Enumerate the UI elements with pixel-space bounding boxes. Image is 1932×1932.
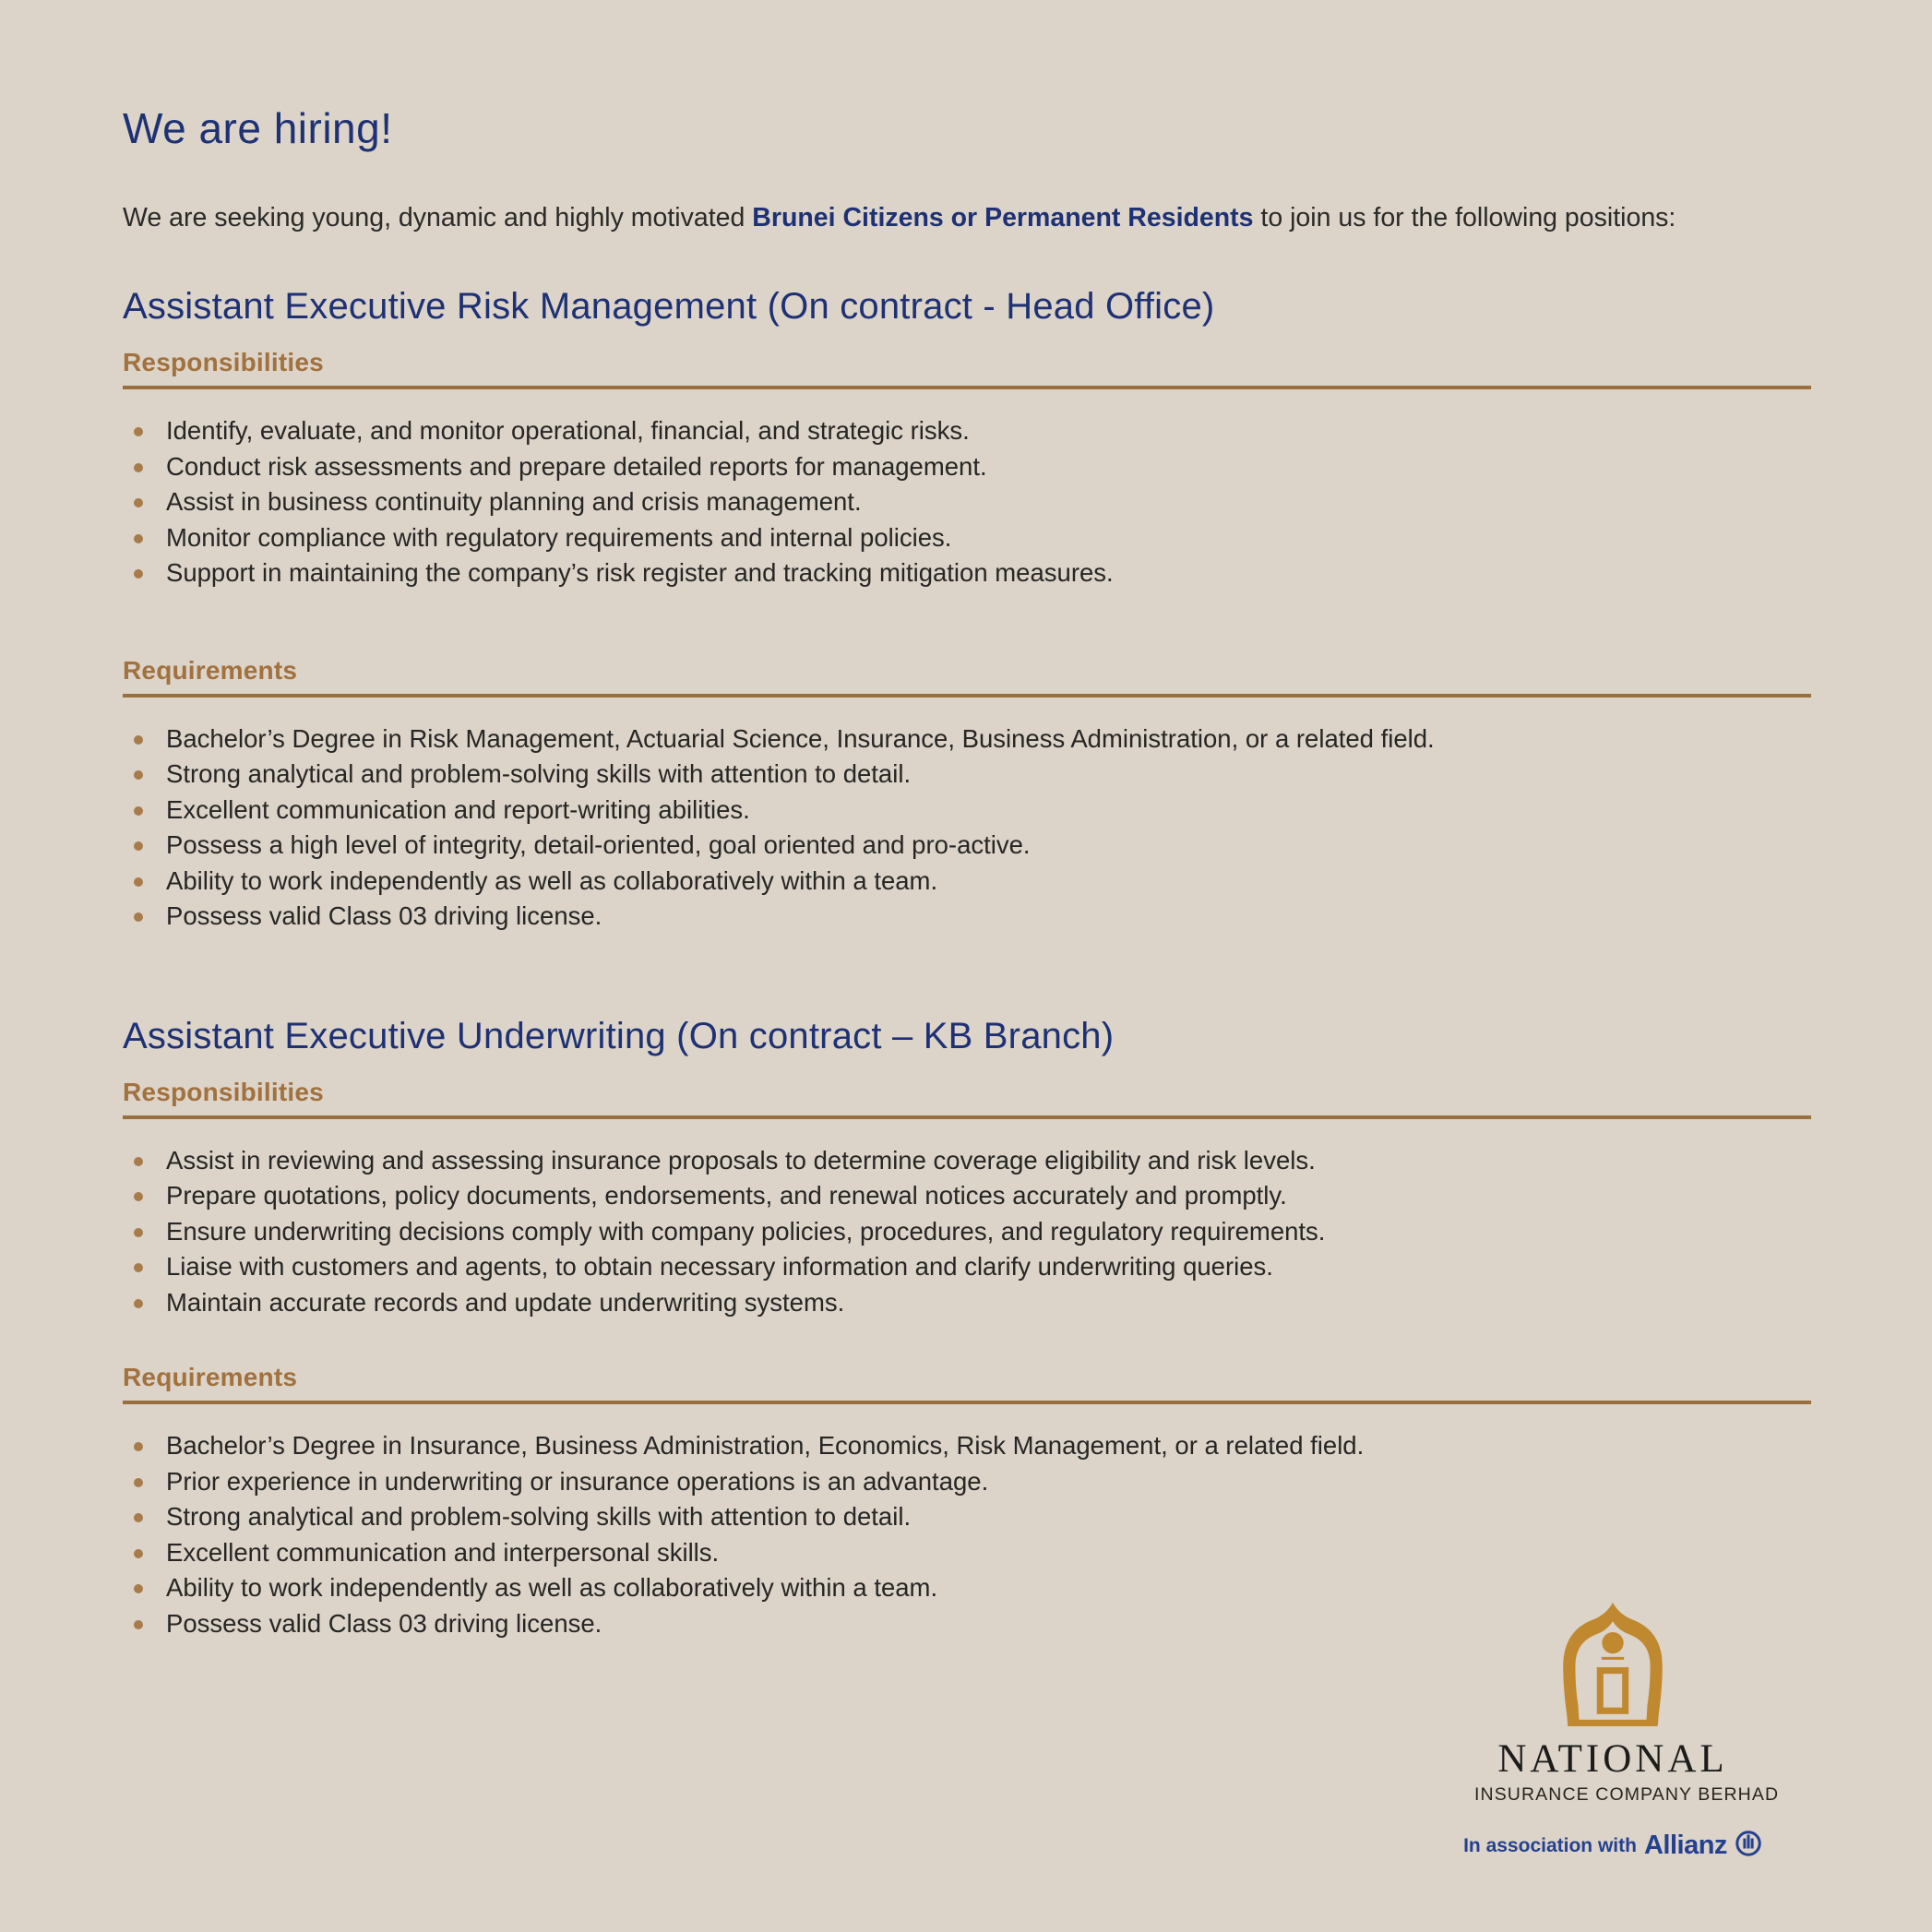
list-item: Prepare quotations, policy documents, endorsements, and renewal notices accurately and promptly.	[123, 1178, 1811, 1214]
responsibilities-label: Responsibilities	[123, 348, 1811, 389]
list-item: Assist in business continuity planning and crisis management.	[123, 484, 1811, 520]
allianz-wordmark: Allianz	[1643, 1831, 1727, 1860]
intro-highlight: Brunei Citizens or Permanent Residents	[752, 203, 1254, 233]
document-body	[123, 103, 1811, 1641]
list-item: Excellent communication and interpersonal skills.	[123, 1535, 1811, 1571]
list-item: Conduct risk assessments and prepare detailed reports for management.	[123, 449, 1811, 485]
job-heading: Assistant Executive Underwriting (On contract – KB Branch)	[123, 1015, 1115, 1056]
intro-prefix: We are seeking young, dynamic and highly motivated	[123, 203, 753, 233]
responsibilities-list	[123, 1143, 1811, 1321]
association-row	[1463, 1830, 1751, 1862]
dome-icon	[1474, 1602, 1751, 1731]
job-section-underwriting	[123, 1016, 1811, 1642]
requirements-label: Requirements	[123, 656, 1811, 698]
list-item: Bachelor’s Degree in Risk Management, Actuarial Science, Insurance, Business Administration, or a related field.	[123, 722, 1811, 757]
page-title: We are hiring!	[123, 104, 393, 152]
association-text: In association with	[1463, 1834, 1637, 1856]
list-item: Maintain accurate records and update underwriting systems.	[123, 1285, 1811, 1321]
intro-paragraph	[123, 201, 1811, 234]
list-item: Strong analytical and problem-solving skills with attention to detail.	[123, 757, 1811, 793]
list-item: Support in maintaining the company’s risk register and tracking mitigation measures.	[123, 555, 1811, 591]
job-section-risk-management	[123, 286, 1811, 935]
list-item: Liaise with customers and agents, to obtain necessary information and clarify underwriting queries.	[123, 1249, 1811, 1285]
list-item: Possess a high level of integrity, detail-oriented, goal oriented and pro-active.	[123, 828, 1811, 864]
list-item: Identify, evaluate, and monitor operational, financial, and strategic risks.	[123, 413, 1811, 449]
job-heading: Assistant Executive Risk Management (On contract - Head Office)	[123, 286, 1215, 327]
company-logo	[1463, 1602, 1780, 1862]
list-item: Possess valid Class 03 driving license.	[123, 1606, 1811, 1642]
list-item: Strong analytical and problem-solving skills with attention to detail.	[123, 1499, 1811, 1535]
list-item: Bachelor’s Degree in Insurance, Business Administration, Economics, Risk Management, or a related field.	[123, 1428, 1811, 1464]
list-item: Ability to work independently as well as collaboratively within a team.	[123, 1570, 1811, 1606]
list-item: Possess valid Class 03 driving license.	[123, 899, 1811, 935]
list-item: Assist in reviewing and assessing insurance proposals to determine coverage eligibility and risk levels.	[123, 1143, 1811, 1179]
list-item: Monitor compliance with regulatory requirements and internal policies.	[123, 520, 1811, 556]
requirements-list	[123, 722, 1811, 935]
company-subtitle: INSURANCE COMPANY BERHAD	[1474, 1784, 1780, 1805]
list-item: Ability to work independently as well as collaboratively within a team.	[123, 864, 1811, 900]
responsibilities-label: Responsibilities	[123, 1078, 1811, 1119]
list-item: Excellent communication and report-writing abilities.	[123, 793, 1811, 829]
company-name: NATIONAL	[1497, 1737, 1728, 1781]
intro-suffix: to join us for the following positions:	[1253, 203, 1676, 233]
responsibilities-list	[123, 413, 1811, 591]
list-item: Ensure underwriting decisions comply with company policies, procedures, and regulatory requirements.	[123, 1214, 1811, 1250]
requirements-label: Requirements	[123, 1363, 1811, 1404]
allianz-icon	[1735, 1830, 1762, 1862]
list-item: Prior experience in underwriting or insurance operations is an advantage.	[123, 1464, 1811, 1500]
